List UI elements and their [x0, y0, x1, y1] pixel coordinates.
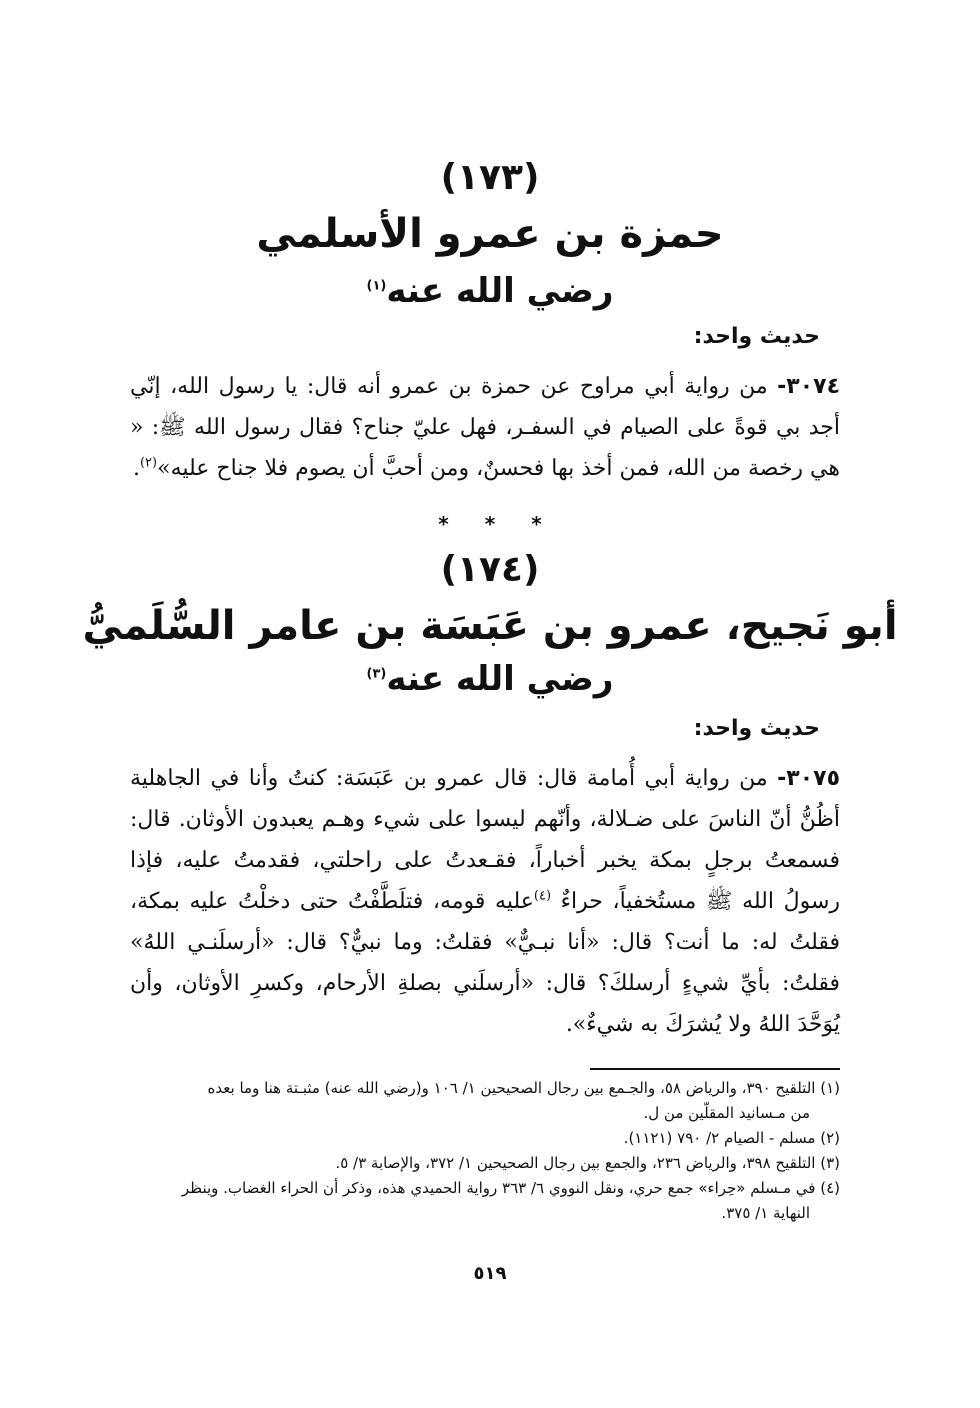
footnote-reference: (٤) [533, 888, 552, 904]
separator-star: * [531, 512, 542, 536]
hadith-number: ٣٠٧٤- [777, 374, 840, 399]
hadith-text: من رواية أبي مراوح عن حمزة بن عمرو أنه قال: يا رسول الله، إنّي أجد بي قوةً على الصيام في السفـر، فهل عليّ جناح؟ فقال رسول الله ﷺ: « هي رخصة من الله، فمن أخذ بها فحسنٌ، ومن أحبَّ أن يصوم فلا جناح عليه» [130, 374, 840, 481]
section-title: أبو نَجيح، عمرو بن عَبَسَة بن عامر السُّلَميُّ [82, 603, 898, 649]
footnote-text: التلقيح ٣٩٨، والرياض ٢٣٦، والجمع بين رجال الصحيحين ١/ ٣٧٢، والإصابة ٣/ ٥. [335, 1154, 816, 1172]
subtitle-text: رضي الله عنه [386, 659, 614, 699]
footnote-continuation: من مـسانيد المقلّين من ل. [643, 1104, 810, 1122]
footnote-number: (١) [820, 1079, 840, 1097]
subtitle-text: رضي الله عنه [386, 271, 614, 311]
footnote-text: مسلم - الصيام ٢/ ٧٩٠ (١١٢١). [623, 1129, 816, 1147]
footnote [130, 1126, 840, 1151]
footnote-reference: (٢) [139, 455, 158, 471]
footnotes [130, 1076, 840, 1226]
footnote [130, 1151, 840, 1176]
footnote [130, 1076, 840, 1126]
footnote [130, 1176, 840, 1226]
footnote-continuation: النهاية ١/ ٣٧٥. [721, 1204, 810, 1222]
hadith-paragraph [130, 758, 840, 1045]
separator-star: * [438, 512, 449, 536]
separator-star: * [484, 512, 496, 536]
hadith-end: . [132, 456, 140, 481]
sub-heading: حديث واحد: [693, 324, 820, 349]
section-subtitle [0, 656, 980, 702]
footnote-divider [590, 1068, 840, 1070]
footnote-text: في مـسلم «حِراء» جمع حري، ونقل النووي ٦/ ٣٦٣ رواية الحميدي هذه، وذكر أن الحراء الغضاب. وينظر [181, 1179, 816, 1197]
footnote-reference: (٣) [366, 666, 387, 682]
footnote-number: (٢) [820, 1129, 840, 1147]
footnote-reference: (١) [366, 278, 387, 294]
footnote-text: التلقيح ٣٩٠، والرياض ٥٨، والجـمع بين رجال الصحيحين ١/ ١٠٦ و(رضي الله عنه) مثبـتة هنا وما بعده [207, 1079, 816, 1097]
section-title: حمزة بن عمرو الأسلمي [256, 211, 724, 257]
hadith-text-continued: عليه قومه، فتلَطَّفْتُ حتى دخلْتُ عليه بمكة، فقلتُ له: ما أنت؟ قال: «أنا نبـيٌّ» فقلتُ: وما نبيٌّ؟ قال: «أرسلَنـي اللهُ» فقلتُ: بأيِّ شيءٍ أرسلكَ؟ قال: «أرسلَني بصلةِ الأرحام، وكسرِ الأوثان، وأن يُوَحَّدَ اللهُ ولا يُشرَكَ به شيءٌ». [130, 889, 840, 1037]
section-number: (١٧٣) [440, 157, 540, 198]
sub-heading: حديث واحد: [693, 716, 820, 741]
hadith-number: ٣٠٧٥- [777, 766, 840, 791]
footnote-number: (٣) [820, 1154, 840, 1172]
page-number: ٥١٩ [473, 1263, 507, 1284]
hadith-paragraph [130, 366, 840, 489]
section-subtitle [0, 268, 980, 314]
hadith-text: من رواية أبي أُمامة قال: قال عمرو بن عَبَسَة: كنتُ وأنا في الجاهلية أظُنُّ أنّ الناسَ على ضـلالة، وأنّهم ليسوا على شيء وهـم يعبدون الأوثان. قال: فسمعتُ برجلٍ بمكة يخبر أخباراً، فقـعدتُ على راحلتي، فقدمتُ عليه، فإذا رسولُ الله ﷺ مستُخفياً، حراءٌ [130, 766, 841, 914]
section-separator [0, 512, 980, 536]
section-number: (١٧٤) [440, 549, 540, 590]
footnote-number: (٤) [820, 1179, 840, 1197]
